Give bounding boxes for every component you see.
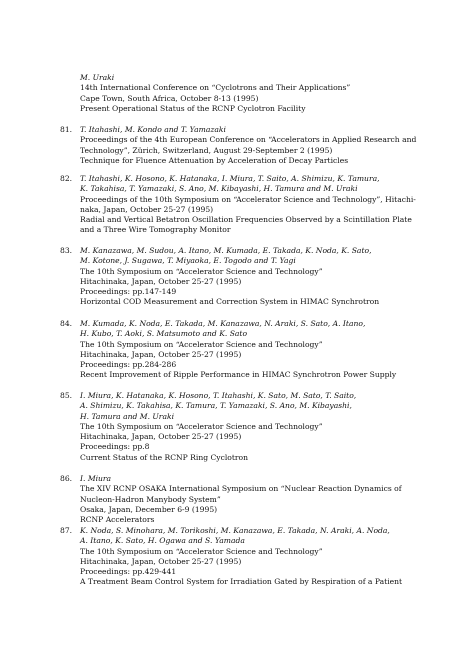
entry-authors: T. Itahashi, M. Kondo and T. Yamazaki — [80, 125, 226, 134]
entry-authors-cont: H. Kubo, T. Aoki, S. Matsumoto and K. Sato — [80, 329, 248, 339]
entry-title: Recent Improvement of Ripple Performance in HIMAC Synchrotron Power Supply — [80, 370, 397, 380]
entry-pages: Proceedings: pp.284-286 — [80, 360, 177, 370]
entry-title: Radial and Vertical Betatron Oscillation Frequencies Observed by a Scintillation Plate — [80, 215, 412, 225]
entry-number: 83. — [60, 246, 73, 255]
entry-number: 85. — [60, 391, 73, 400]
entry-title: RCNP Accelerators — [80, 515, 155, 525]
entry-location-date: Hitachinaka, Japan, October 25-27 (1995) — [80, 556, 242, 566]
publication-entry-86 — [60, 474, 440, 525]
entry-authors-cont: A. Shimizu, K. Takahisa, K. Tamura, T. Yamazaki, S. Ano, M. Kibayashi, — [80, 401, 352, 411]
publication-entry-83 — [60, 246, 440, 308]
publication-entry-85 — [60, 391, 440, 463]
entry-title: Technique for Fluence Attenuation by Acceleration of Decay Particles — [80, 155, 349, 165]
entry-pages: Proceedings: pp.147-149 — [80, 287, 177, 297]
publication-entry-82 — [60, 174, 440, 236]
entry-venue: Proceedings of the 10th Symposium on “Accelerator Science and Technology”, Hitachi- — [80, 194, 416, 204]
publication-entry-81 — [60, 125, 440, 166]
entry-number: 86. — [60, 474, 73, 483]
entry-authors-cont-2: H. Tamura and M. Uraki — [80, 411, 174, 421]
entry-authors: T. Itahashi, K. Hosono, K. Hatanaka, I. Miura, T. Saito, A. Shimizu, K. Tamura, — [80, 174, 380, 183]
entry-authors-cont: M. Kotone, J. Sugawa, T. Miyaoka, E. Togodo and T. Yagi — [80, 256, 296, 266]
entry-authors-cont: K. Takahisa, T. Yamazaki, S. Ano, M. Kibayashi, H. Tamura and M. Uraki — [80, 184, 358, 194]
entry-number: 87. — [60, 526, 73, 535]
entry-venue: The 10th Symposium on “Accelerator Science and Technology” — [80, 421, 323, 431]
entry-title: Horizontal COD Measurement and Correction System in HIMAC Synchrotron — [80, 297, 380, 307]
entry-venue-cont: naka, Japan, October 25-27 (1995) — [80, 204, 214, 214]
entry-location-date: Hitachinaka, Japan, October 25-27 (1995) — [80, 276, 242, 286]
entry-venue: The 10th Symposium on “Accelerator Science and Technology” — [80, 546, 323, 556]
entry-venue-cont: Nucleon-Hadron Manybody System” — [80, 494, 221, 504]
entry-location-date: Osaka, Japan, December 6-9 (1995) — [80, 504, 218, 514]
entry-title: Current Status of the RCNP Ring Cyclotron — [80, 452, 248, 462]
entry-authors: K. Noda, S. Minohara, M. Torikoshi, M. Kanazawa, E. Takada, N. Araki, A. Noda, — [80, 526, 390, 535]
entry-venue: Proceedings of the 4th European Conference on “Accelerators in Applied Research and — [80, 135, 417, 145]
entry-authors: M. Kanazawa, M. Sudou, A. Itano, M. Kumada, E. Takada, K. Noda, K. Sato, — [80, 246, 372, 255]
entry-venue-cont: Technology”, Zürich, Switzerland, August 29-September 2 (1995) — [80, 145, 333, 155]
entry-authors: M. Kumada, K. Noda, E. Takada, M. Kanazawa, N. Araki, S. Sato, A. Itano, — [80, 319, 366, 328]
entry-number: 81. — [60, 125, 73, 134]
entry-location-date: Hitachinaka, Japan, October 25-27 (1995) — [80, 349, 242, 359]
entry-venue: The 10th Symposium on “Accelerator Science and Technology” — [80, 339, 323, 349]
entry-pages: Proceedings: pp.429-441 — [80, 567, 177, 577]
publication-entry-80 — [80, 73, 440, 114]
entry-venue: The 10th Symposium on “Accelerator Science and Technology” — [80, 266, 323, 276]
entry-venue: The XIV RCNP OSAKA International Symposium on “Nuclear Reaction Dynamics of — [80, 484, 402, 494]
publication-entry-84 — [60, 319, 440, 381]
entry-number: 82. — [60, 174, 73, 183]
entry-authors: I. Miura, K. Hatanaka, K. Hosono, T. Itahashi, K. Sato, M. Sato, T. Saito, — [80, 391, 357, 400]
entry-title: Present Operational Status of the RCNP Cyclotron Facility — [80, 103, 306, 113]
entry-number: 84. — [60, 319, 73, 328]
entry-venue: 14th International Conference on “Cyclotrons and Their Applications” — [80, 83, 351, 93]
entry-title-cont: and a Three Wire Tomography Monitor — [80, 225, 231, 235]
entry-authors: M. Uraki — [80, 73, 115, 82]
entry-authors: I. Miura — [80, 474, 112, 483]
entry-location-date: Hitachinaka, Japan, October 25-27 (1995) — [80, 432, 242, 442]
entry-authors-cont: A. Itano, K. Sato, H. Ogawa and S. Yamada — [80, 536, 245, 546]
publication-entry-87 — [60, 526, 440, 588]
entry-pages: Proceedings: pp.8 — [80, 442, 150, 452]
entry-location-date: Cape Town, South Africa, October 8-13 (1995) — [80, 93, 259, 103]
entry-title: A Treatment Beam Control System for Irradiation Gated by Respiration of a Patient — [80, 577, 403, 587]
